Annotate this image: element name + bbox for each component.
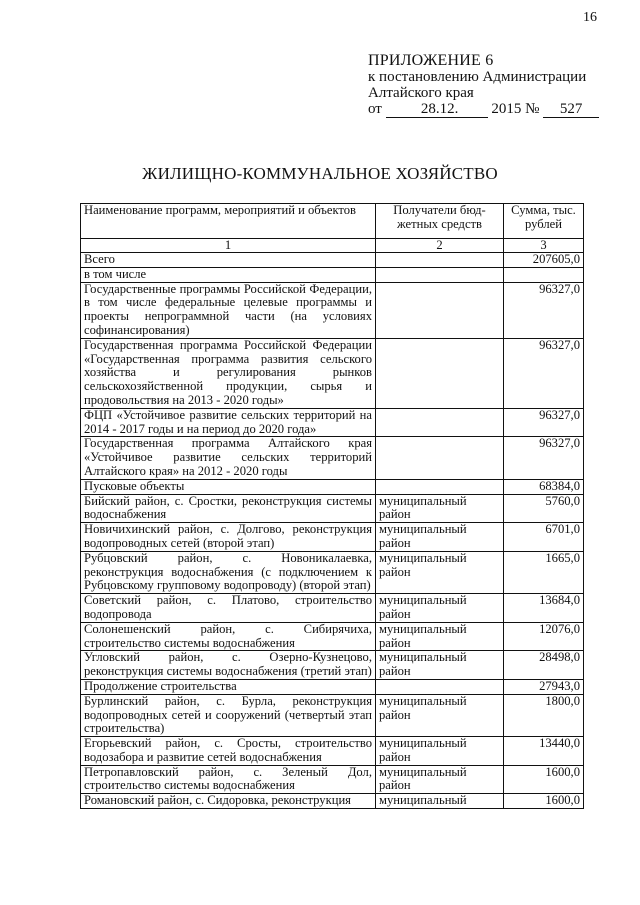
cell-recipient: муниципальный район bbox=[376, 523, 504, 552]
cell-name: Петропавловский район, с. Зеленый Дол, строительство системы водоснабжения bbox=[81, 765, 376, 794]
decree-date: 28.12. bbox=[386, 102, 488, 118]
cell-recipient bbox=[376, 338, 504, 408]
table-row bbox=[81, 651, 584, 680]
cell-recipient: муниципальный район bbox=[376, 765, 504, 794]
cell-name: Всего bbox=[81, 253, 376, 268]
table-row bbox=[81, 253, 584, 268]
cell-recipient: муниципальный район bbox=[376, 594, 504, 623]
table-row bbox=[81, 594, 584, 623]
cell-name: Егорьевский район, с. Сросты, строительство водозабора и развитие сетей водоснабжения bbox=[81, 737, 376, 766]
cell-recipient bbox=[376, 282, 504, 338]
cell-name: Пусковые объекты bbox=[81, 479, 376, 494]
decree-number: 527 bbox=[543, 102, 599, 118]
table-row bbox=[81, 622, 584, 651]
cell-recipient bbox=[376, 267, 504, 282]
header-recipient: Получатели бюд-жетных средств bbox=[376, 204, 504, 239]
cell-name: Государственные программы Российской Федерации, в том числе федеральные целевые программы и проекты непрограммной части (на условиях софинансирования) bbox=[81, 282, 376, 338]
cell-name: ФЦП «Устойчивое развитие сельских территорий на 2014 - 2017 годы и на период до 2020 года» bbox=[81, 408, 376, 437]
column-number: 1 bbox=[81, 239, 376, 253]
cell-name: Советский район, с. Платово, строительство водопровода bbox=[81, 594, 376, 623]
table-row bbox=[81, 737, 584, 766]
column-number: 3 bbox=[504, 239, 584, 253]
cell-recipient bbox=[376, 253, 504, 268]
cell-recipient: муниципальный bbox=[376, 794, 504, 809]
cell-amount: 5760,0 bbox=[504, 494, 584, 523]
cell-amount: 207605,0 bbox=[504, 253, 584, 268]
cell-name: в том числе bbox=[81, 267, 376, 282]
appendix-title: ПРИЛОЖЕНИЕ 6 bbox=[368, 52, 494, 69]
cell-name: Рубцовский район, с. Новоникалаевка, реконструкция водоснабжения (с подключением к Рубцовскому групповому водопроводу) (второй этап) bbox=[81, 551, 376, 593]
table-row bbox=[81, 494, 584, 523]
cell-amount bbox=[504, 267, 584, 282]
cell-amount: 12076,0 bbox=[504, 622, 584, 651]
cell-amount: 1800,0 bbox=[504, 694, 584, 736]
cell-amount: 13440,0 bbox=[504, 737, 584, 766]
from-label: от bbox=[368, 101, 382, 117]
cell-recipient: муниципальный район bbox=[376, 737, 504, 766]
cell-name: Государственная программа Алтайского края «Устойчивое развитие сельских территорий Алтайского края» на 2012 - 2020 годы bbox=[81, 437, 376, 479]
section-title: ЖИЛИЩНО-КОММУНАЛЬНОЕ ХОЗЯЙСТВО bbox=[142, 164, 498, 183]
header-name: Наименование программ, мероприятий и объектов bbox=[81, 204, 376, 239]
cell-recipient: муниципальный район bbox=[376, 694, 504, 736]
cell-name: Государственная программа Российской Федерации «Государственная программа развития сельского хозяйства и регулирования рынков сельскохозяйственной продукции, сырья и продовольствия на 2013 - 2020 годы» bbox=[81, 338, 376, 408]
table-row bbox=[81, 694, 584, 736]
header-amount: Сумма, тыс. рублей bbox=[504, 204, 584, 239]
cell-amount: 1600,0 bbox=[504, 794, 584, 809]
cell-amount: 1600,0 bbox=[504, 765, 584, 794]
cell-amount: 6701,0 bbox=[504, 523, 584, 552]
header-row bbox=[81, 204, 584, 239]
cell-amount: 96327,0 bbox=[504, 408, 584, 437]
appendix-line-2: Алтайского края bbox=[368, 85, 474, 101]
budget-table bbox=[80, 203, 584, 809]
cell-amount: 68384,0 bbox=[504, 479, 584, 494]
table-row bbox=[81, 282, 584, 338]
cell-name: Солонешенский район, с. Сибирячиха, строительство системы водоснабжения bbox=[81, 622, 376, 651]
cell-name: Продолжение строительства bbox=[81, 679, 376, 694]
decree-line bbox=[368, 101, 599, 118]
table-row bbox=[81, 437, 584, 479]
cell-recipient: муниципальный район bbox=[376, 494, 504, 523]
cell-amount: 96327,0 bbox=[504, 437, 584, 479]
cell-recipient bbox=[376, 437, 504, 479]
cell-name: Бийский район, с. Сростки, реконструкция системы водоснабжения bbox=[81, 494, 376, 523]
table-row bbox=[81, 551, 584, 593]
table-body bbox=[81, 253, 584, 809]
table-row bbox=[81, 267, 584, 282]
table-row bbox=[81, 679, 584, 694]
table-row bbox=[81, 523, 584, 552]
column-number-row bbox=[81, 239, 584, 253]
cell-name: Романовский район, с. Сидоровка, реконструкция bbox=[81, 794, 376, 809]
decree-year: 2015 № bbox=[491, 101, 540, 117]
cell-name: Угловский район, с. Озерно-Кузнецово, реконструкция системы водоснабжения (третий этап) bbox=[81, 651, 376, 680]
page-number: 16 bbox=[583, 10, 597, 25]
appendix-line-1: к постановлению Администрации bbox=[368, 69, 587, 85]
cell-recipient bbox=[376, 679, 504, 694]
table-row bbox=[81, 408, 584, 437]
cell-recipient: муниципальный район bbox=[376, 651, 504, 680]
cell-recipient: муниципальный район bbox=[376, 551, 504, 593]
cell-name: Новичихинский район, с. Долгово, реконструкция водопроводных сетей (второй этап) bbox=[81, 523, 376, 552]
cell-amount: 1665,0 bbox=[504, 551, 584, 593]
appendix-header bbox=[368, 53, 599, 118]
column-number: 2 bbox=[376, 239, 504, 253]
cell-recipient: муниципальный район bbox=[376, 622, 504, 651]
cell-amount: 27943,0 bbox=[504, 679, 584, 694]
cell-amount: 13684,0 bbox=[504, 594, 584, 623]
cell-amount: 96327,0 bbox=[504, 338, 584, 408]
table-row bbox=[81, 794, 584, 809]
table-row bbox=[81, 338, 584, 408]
cell-amount: 28498,0 bbox=[504, 651, 584, 680]
table-row bbox=[81, 765, 584, 794]
cell-amount: 96327,0 bbox=[504, 282, 584, 338]
cell-recipient bbox=[376, 408, 504, 437]
cell-name: Бурлинский район, с. Бурла, реконструкция водопроводных сетей и сооружений (четвертый этап строительства) bbox=[81, 694, 376, 736]
table-row bbox=[81, 479, 584, 494]
cell-recipient bbox=[376, 479, 504, 494]
